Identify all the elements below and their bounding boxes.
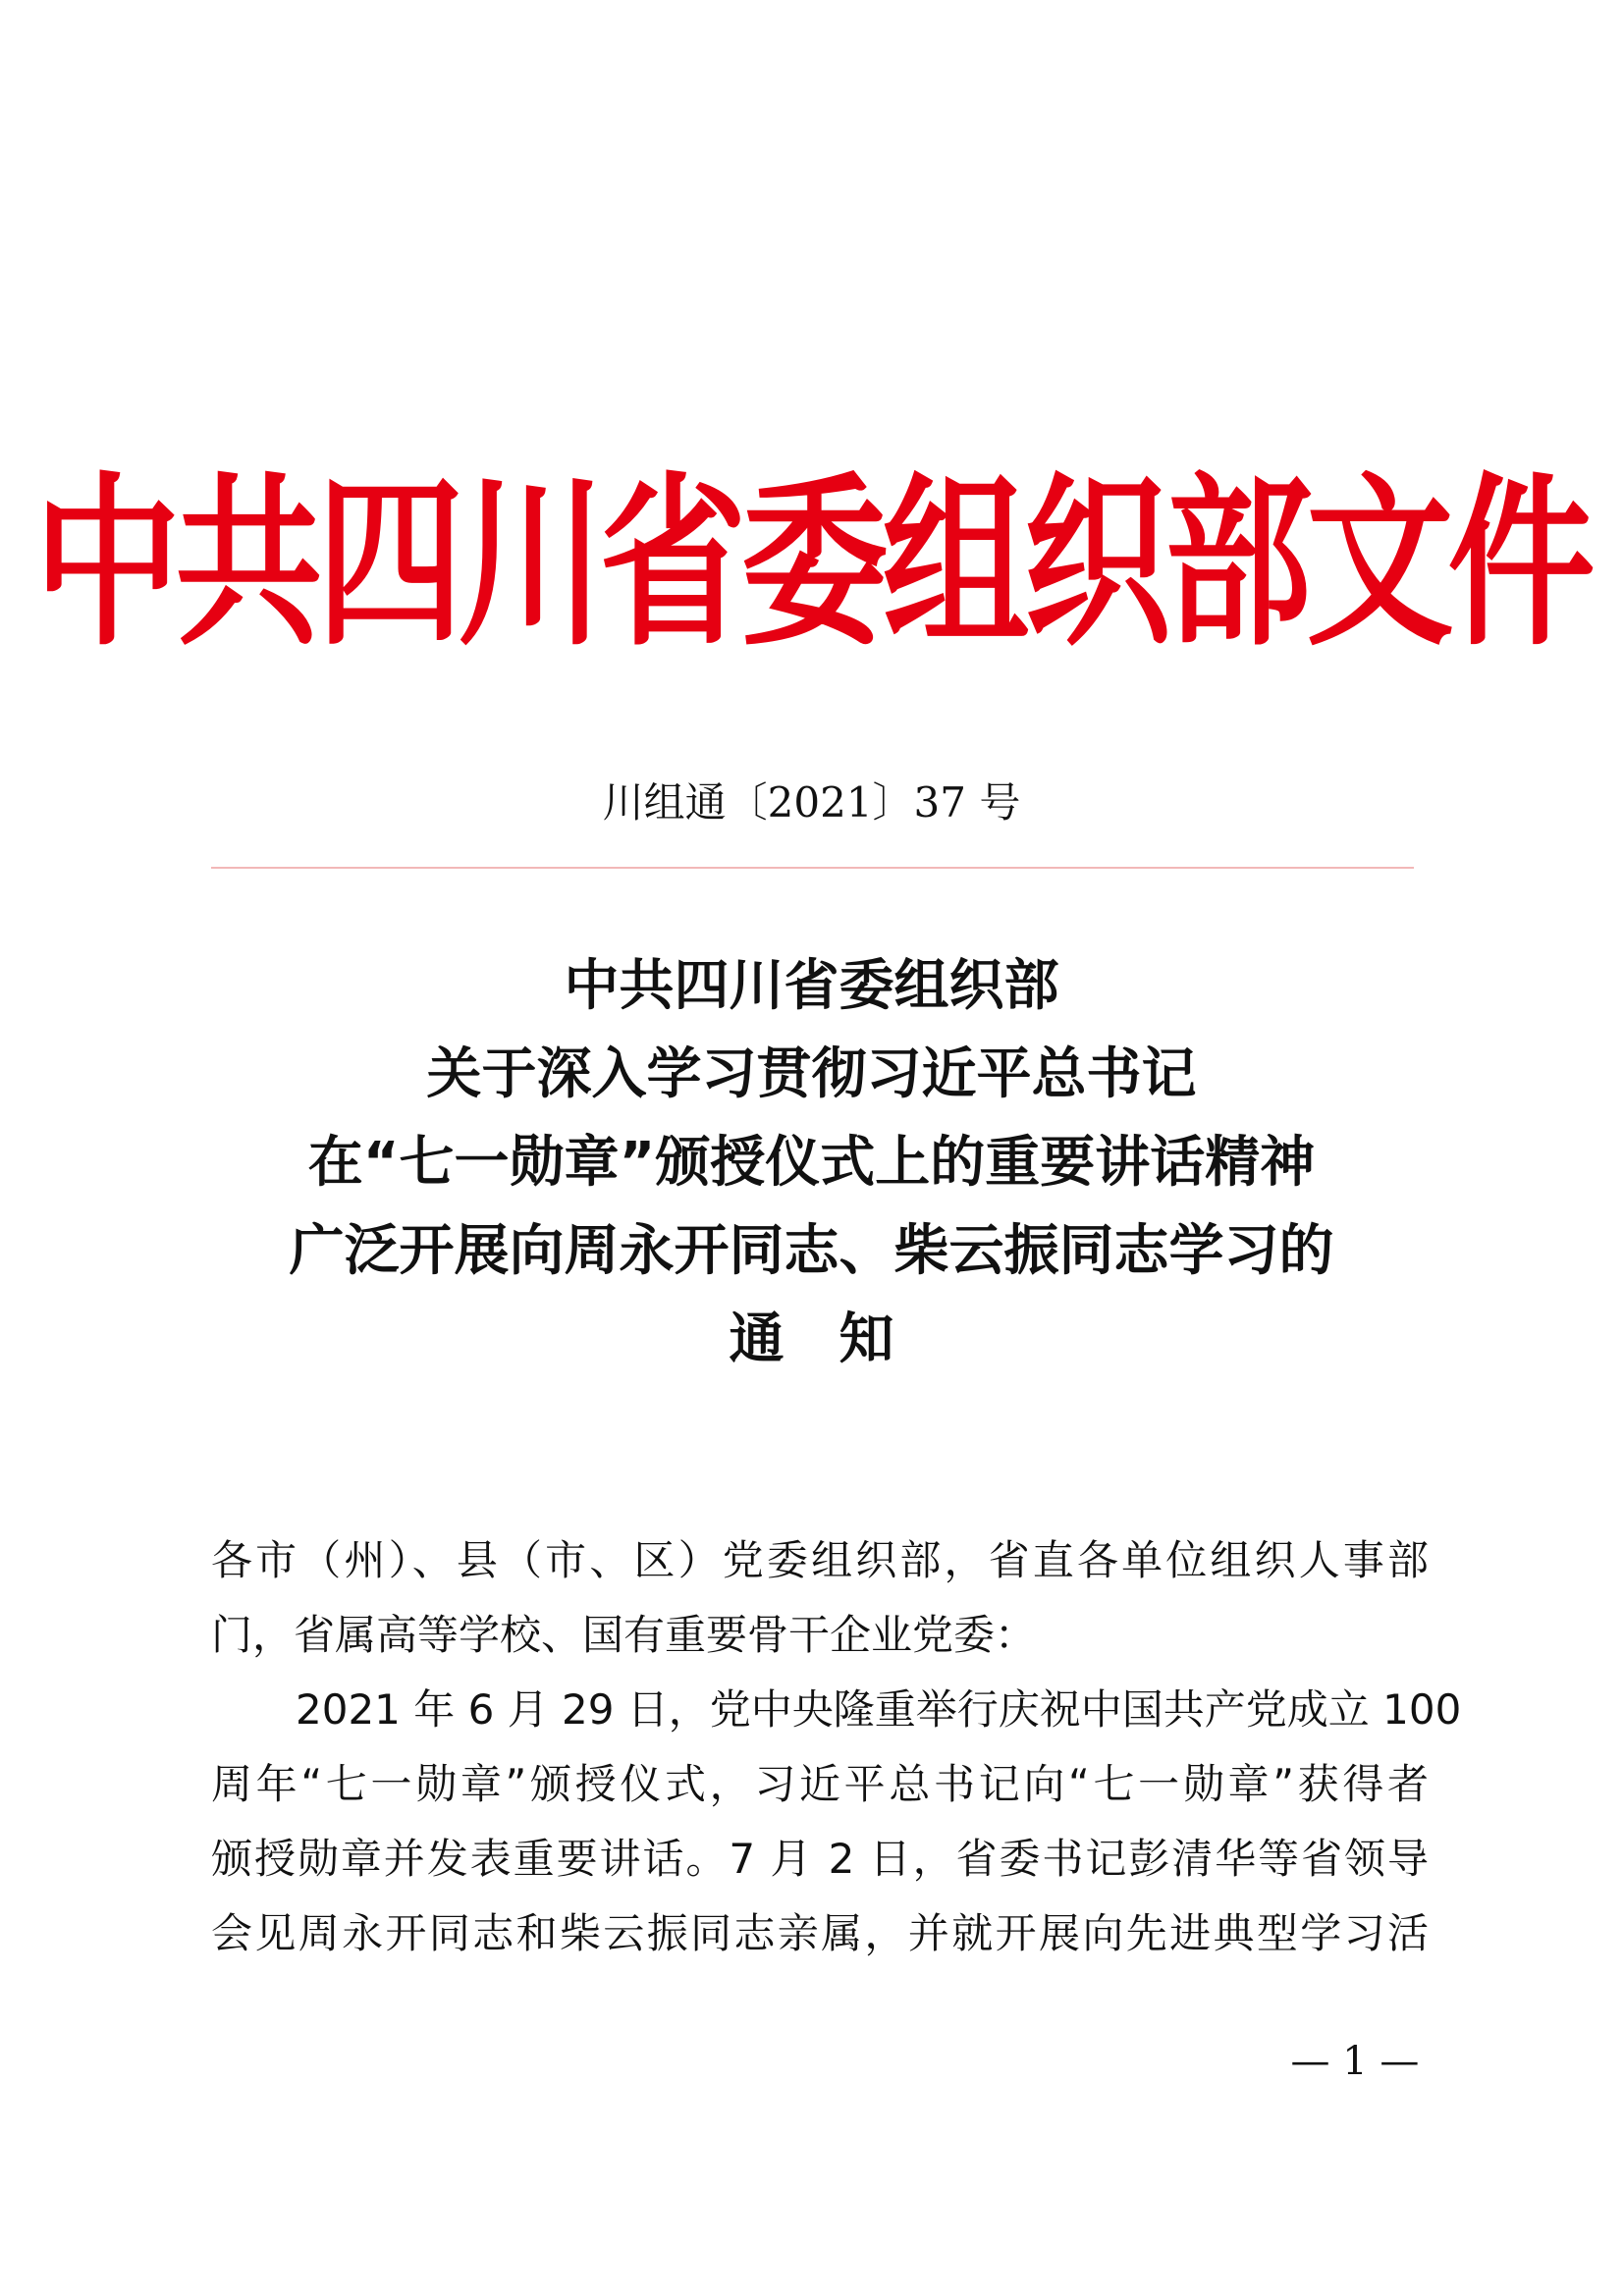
body-line-4: 周年“七一勋章”颁授仪式，习近平总书记向“七一勋章”获得者 <box>211 1760 1429 1808</box>
title-line-notice: 通知 <box>729 1308 949 1371</box>
document-number: 川组通〔2021〕37 号 <box>602 778 1021 827</box>
document-masthead <box>0 457 1623 671</box>
title-line-3: 在“七一勋章”颁授仪式上的重要讲话精神 <box>307 1131 1316 1195</box>
page-number: — 1 — <box>1290 2039 1420 2084</box>
body-line-1: 各市（州）、县（市、区）党委组织部，省直各单位组织人事部 <box>211 1536 1429 1584</box>
body-line-3: 2021 年 6 月 29 日，党中央隆重举行庆祝中国共产党成立 100 <box>296 1685 1462 1734</box>
document-body <box>211 1523 1462 1971</box>
body-line-5: 颁授勋章并发表重要讲话。7 月 2 日，省委书记彭清华等省领导 <box>211 1835 1429 1883</box>
body-line-2: 门，省属高等学校、国有重要骨干企业党委： <box>211 1611 1037 1659</box>
title-line-4: 广泛开展向周永开同志、柴云振同志学习的 <box>289 1219 1334 1283</box>
title-line-1: 中共四川省委组织部 <box>564 954 1059 1018</box>
masthead-text: 中共四川省委组织部文件 <box>33 457 1590 671</box>
body-line-6: 会见周永开同志和柴云振同志亲属，并就开展向先进典型学习活 <box>211 1909 1429 1957</box>
title-line-2: 关于深入学习贯彻习近平总书记 <box>426 1042 1197 1106</box>
document-title <box>0 942 1623 1384</box>
header-divider <box>211 867 1414 869</box>
